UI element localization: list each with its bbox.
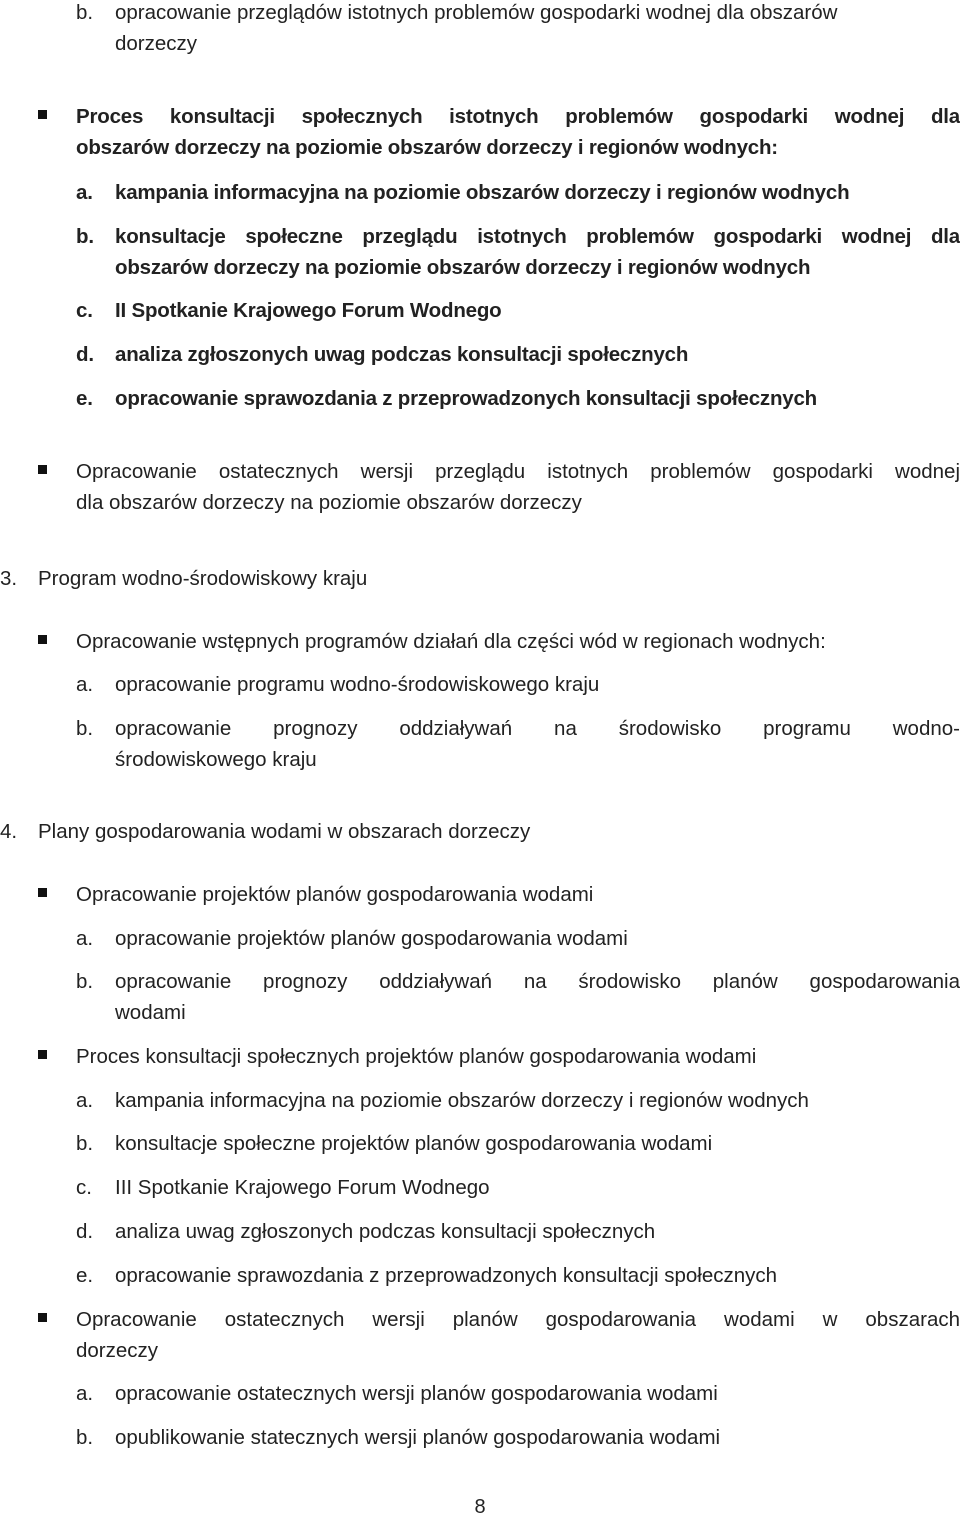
bullet-text: Opracowanie ostatecznych wersji planów gospodarowania wodami w obszarach	[76, 1308, 960, 1331]
bullet-square-icon	[38, 888, 47, 897]
list-label: b.	[76, 225, 94, 248]
bullet-square-icon	[38, 110, 47, 119]
list-label: b.	[76, 1, 94, 24]
list-item-text: konsultacje społeczne projektów planów gospodarowania wodami	[115, 1132, 713, 1155]
list-item-text: wodami	[115, 1001, 186, 1024]
list-label: b.	[76, 1426, 94, 1449]
list-label: d.	[76, 343, 94, 366]
list-item-text: opracowanie sprawozdania z przeprowadzonych konsultacji społecznych	[115, 387, 817, 410]
section-heading: Program wodno-środowiskowy kraju	[38, 567, 368, 590]
list-item-text: opracowanie przeglądów istotnych problemów gospodarki wodnej dla obszarów	[115, 1, 838, 24]
list-label: c.	[76, 1176, 92, 1199]
list-label: b.	[76, 1132, 94, 1155]
list-item-text: obszarów dorzeczy na poziomie obszarów dorzeczy i regionów wodnych	[115, 256, 811, 279]
bullet-text: Opracowanie wstępnych programów działań dla części wód w regionach wodnych:	[76, 630, 826, 653]
list-item-text: kampania informacyjna na poziomie obszarów dorzeczy i regionów wodnych	[115, 1089, 809, 1112]
list-item-text: środowiskowego kraju	[115, 748, 317, 771]
list-item-text: opracowanie prognozy oddziaływań na środowisko programu wodno-	[115, 717, 960, 740]
section-heading: Plany gospodarowania wodami w obszarach dorzeczy	[38, 820, 531, 843]
list-item-text: analiza uwag zgłoszonych podczas konsultacji społecznych	[115, 1220, 656, 1243]
bullet-text: Opracowanie projektów planów gospodarowania wodami	[76, 883, 594, 906]
list-label: a.	[76, 181, 93, 204]
list-item-text: opracowanie projektów planów gospodarowania wodami	[115, 927, 628, 950]
list-item-text: opracowanie ostatecznych wersji planów gospodarowania wodami	[115, 1382, 718, 1405]
list-label: e.	[76, 387, 93, 410]
section-number: 4.	[0, 820, 18, 843]
list-item-text: konsultacje społeczne przeglądu istotnych problemów gospodarki wodnej dla	[115, 225, 960, 248]
list-label: b.	[76, 717, 94, 740]
section-number: 3.	[0, 567, 18, 590]
list-label: a.	[76, 927, 94, 950]
list-item-text: II Spotkanie Krajowego Forum Wodnego	[115, 299, 502, 322]
bullet-square-icon	[38, 635, 47, 644]
page-number: 8	[474, 1496, 486, 1518]
bullet-text: Proces konsultacji społecznych istotnych problemów gospodarki wodnej dla	[76, 105, 960, 128]
list-label: d.	[76, 1220, 94, 1243]
list-label: e.	[76, 1264, 94, 1287]
list-item-text: opracowanie prognozy oddziaływań na środowisko planów gospodarowania	[115, 970, 960, 993]
list-label: c.	[76, 299, 93, 322]
list-label: b.	[76, 970, 94, 993]
bullet-square-icon	[38, 465, 47, 474]
bullet-square-icon	[38, 1050, 47, 1059]
bullet-text: obszarów dorzeczy na poziomie obszarów dorzeczy i regionów wodnych:	[76, 136, 778, 159]
list-item-text: kampania informacyjna na poziomie obszarów dorzeczy i regionów wodnych	[115, 181, 850, 204]
list-label: a.	[76, 1089, 94, 1112]
list-item-text: opracowanie sprawozdania z przeprowadzonych konsultacji społecznych	[115, 1264, 778, 1287]
bullet-text: Opracowanie ostatecznych wersji przeglądu istotnych problemów gospodarki wodnej	[76, 460, 960, 483]
list-item-text: opracowanie programu wodno-środowiskowego kraju	[115, 673, 600, 696]
bullet-text: dla obszarów dorzeczy na poziomie obszarów dorzeczy	[76, 491, 582, 514]
list-item-text: dorzeczy	[115, 32, 198, 55]
list-item-text: analiza zgłoszonych uwag podczas konsultacji społecznych	[115, 343, 689, 366]
bullet-text: Proces konsultacji społecznych projektów planów gospodarowania wodami	[76, 1045, 757, 1068]
list-item-text: III Spotkanie Krajowego Forum Wodnego	[115, 1176, 490, 1199]
list-label: a.	[76, 1382, 94, 1405]
bullet-square-icon	[38, 1313, 47, 1322]
list-label: a.	[76, 673, 94, 696]
list-item-text: opublikowanie statecznych wersji planów gospodarowania wodami	[115, 1426, 721, 1449]
bullet-text: dorzeczy	[76, 1339, 159, 1362]
